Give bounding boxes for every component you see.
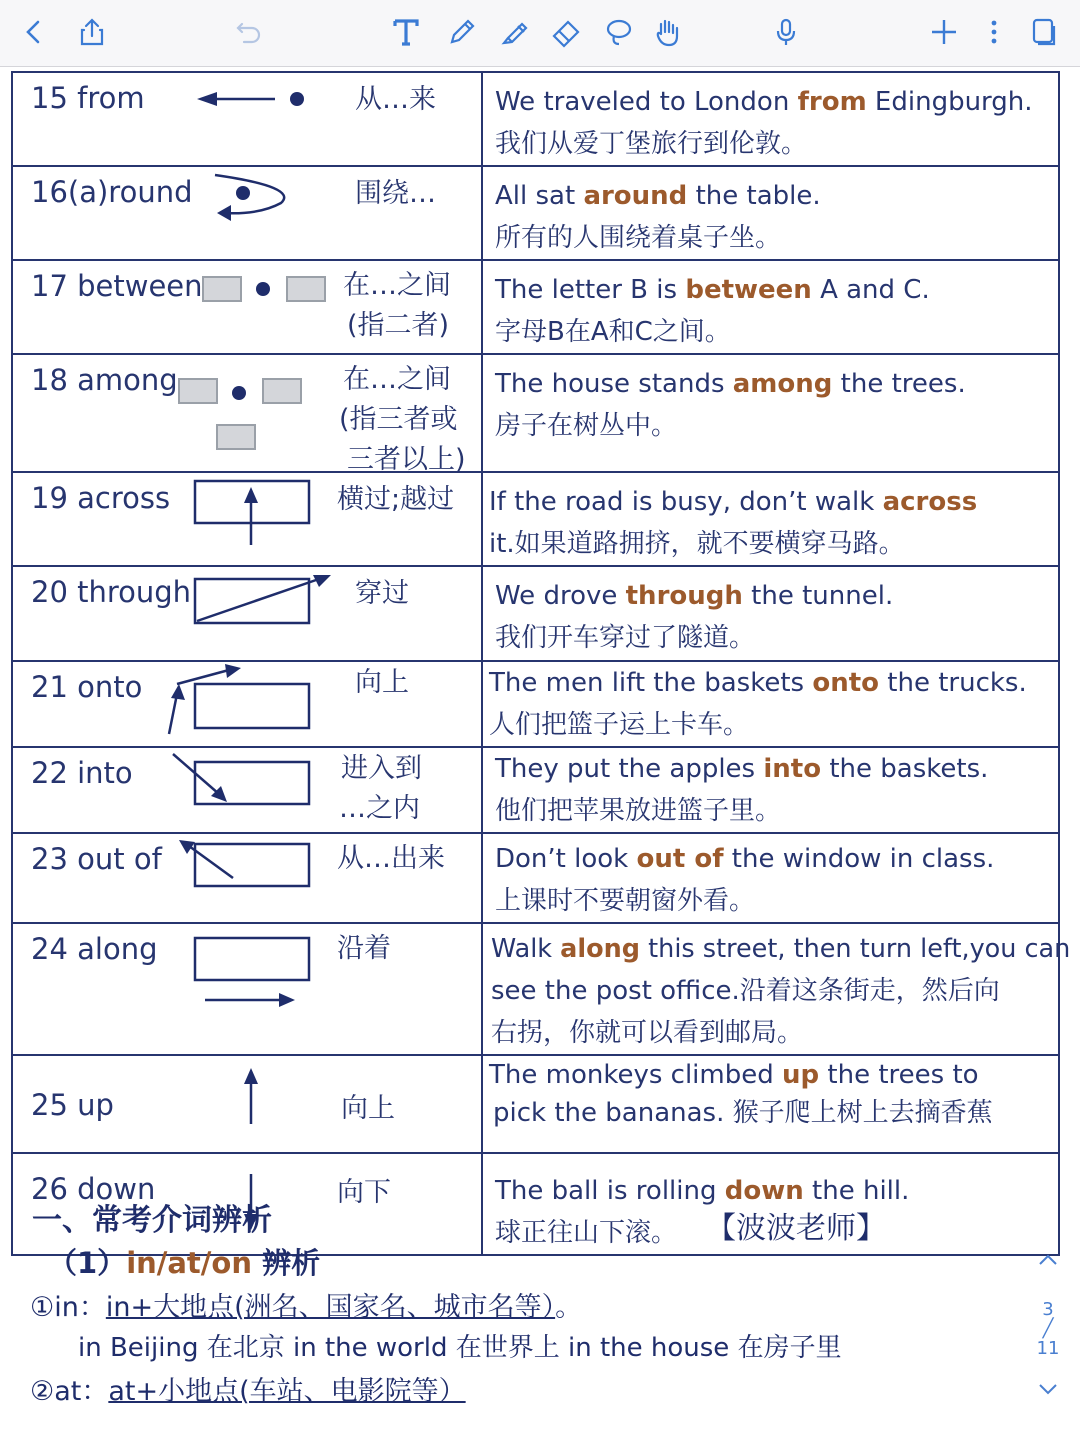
chinese-meaning: 沿着 [337,933,391,964]
preposition-word: 18 among [31,363,178,397]
share-icon[interactable] [74,14,110,50]
example-sentence: The ball is rolling down the hill. [495,1176,910,1206]
example-translation: 房子在树丛中。 [495,411,678,441]
table-row [12,72,1059,166]
example-translation: 我们开车穿过了隧道。 [495,623,756,653]
table-row [12,472,1059,566]
table-row [12,661,1059,747]
among-diagram [175,373,305,453]
example-sentence: They put the apples into the baskets. [495,754,989,784]
example-translation: 所有的人围绕着桌子坐。 [495,223,782,253]
example-translation: 字母B在A和C之间。 [495,317,731,347]
preposition-word: 26 down [31,1172,156,1206]
example-translation: 人们把篮子运上卡车。 [489,710,750,740]
chinese-meaning: 向上 [355,667,409,698]
microphone-icon[interactable] [768,14,804,50]
current-page: 3 [1042,1299,1054,1320]
preposition-word: 22 into [31,756,133,790]
preposition-word: 25 up [31,1088,114,1122]
next-page-chevron-icon[interactable] [1030,1379,1066,1404]
chinese-meaning: 在…之间 [343,364,451,395]
example-sentence: The house stands among the trees. [495,369,966,399]
example-translation: pick the bananas. 猴子爬上树上去摘香蕉 [493,1098,993,1128]
undo-icon[interactable] [230,14,266,50]
total-pages: 11 [1036,1338,1060,1359]
chinese-meaning-note: …之内 [339,793,420,824]
add-icon[interactable] [926,14,962,50]
page-navigator [1030,1250,1066,1404]
word-cell [12,72,482,166]
example-translation: 球正往山下滚。 [495,1218,678,1248]
preposition-word: 17 between [31,269,203,303]
into-diagram [169,750,325,810]
chinese-meaning-note: (指二者) [347,310,450,341]
table-row [12,566,1059,661]
previous-page-chevron-icon[interactable] [1030,1250,1066,1275]
text-tool-icon[interactable] [388,14,424,50]
example-sentence: Don’t look out of the window in class. [495,844,995,874]
page-separator: ╱ [1042,1318,1054,1339]
chinese-meaning: 穿过 [355,578,409,609]
preposition-word: 24 along [31,932,158,966]
pen-icon[interactable] [444,14,480,50]
chinese-meaning-note: 三者以上) [347,444,466,475]
through-diagram [191,571,341,631]
example-cell [482,72,1059,166]
rule-in-examples: in Beijing 在北京 in the world 在世界上 in the house 在房子里 [78,1333,842,1363]
across-diagram [191,477,315,547]
example-translation: 他们把苹果放进篮子里。 [495,796,782,826]
section-heading: 一、常考介词辨析 [32,1203,272,1238]
along-diagram [191,934,315,1014]
example-sentence: The men lift the baskets onto the trucks. [489,668,1027,698]
example-translation: it.如果道路拥挤，就不要横穿马路。 [489,529,905,559]
subsection-heading: （1）in/at/on 辨析 [48,1246,321,1280]
preposition-table [11,71,1071,1256]
lasso-icon[interactable] [600,14,636,50]
preposition-word: 21 onto [31,670,143,704]
example-sentence: We traveled to London from Edingburgh. [495,87,1033,117]
table-row [12,923,1059,1055]
teacher-signature: 【波波老师】 [706,1211,886,1246]
between-diagram [201,273,341,309]
note-page[interactable] [0,67,1080,1440]
eraser-icon[interactable] [548,14,584,50]
chinese-meaning: 向上 [341,1093,395,1124]
example-translation: see the post office.沿着这条街走，然后向 [491,976,1000,1006]
onto-diagram [163,664,323,736]
table-row [12,747,1059,833]
up-diagram [231,1064,271,1128]
example-translation-cont: 右拐，你就可以看到邮局。 [491,1018,804,1048]
chinese-meaning: 进入到 [341,753,422,784]
preposition-word: 20 through [31,575,192,609]
example-translation: 我们从爱丁堡旅行到伦敦。 [495,129,808,159]
example-sentence: We drove through the tunnel. [495,581,894,611]
chinese-meaning-note: (指三者或 [339,404,458,435]
table-row [12,260,1059,354]
chinese-meaning: 在…之间 [343,270,451,301]
around-diagram [209,169,309,225]
example-sentence: If the road is busy, don’t walk across [489,487,978,517]
chinese-meaning: 围绕… [355,178,436,209]
more-icon[interactable] [976,14,1012,50]
out-of-diagram [173,838,325,894]
preposition-word: 16(a)round [31,175,193,209]
table-row [12,833,1059,923]
chinese-meaning: 从…来 [355,84,436,115]
example-sentence: All sat around the table. [495,181,821,211]
preposition-word: 23 out of [31,842,162,876]
chinese-meaning: 向下 [337,1177,391,1208]
example-sentence: The letter B is between A and C. [495,275,930,305]
from-diagram [183,83,313,123]
highlighter-icon[interactable] [496,14,532,50]
example-sentence: Walk along this street, then turn left,you can [491,934,1071,964]
preposition-word: 19 across [31,481,171,515]
preposition-word: 15 from [31,81,145,115]
rule-at: ②at：at+小地点(车站、电影院等） [30,1376,466,1407]
chinese-meaning: 横过;越过 [337,484,455,515]
example-translation: 上课时不要朝窗外看。 [495,886,756,916]
hand-icon[interactable] [650,14,686,50]
table-row [12,354,1059,472]
rule-in: ①in：in+大地点(洲名、国家名、城市名等）。 [30,1292,583,1323]
pages-icon[interactable] [1026,14,1062,50]
example-sentence: The monkeys climbed up the trees to [489,1060,979,1090]
table-row [12,166,1059,260]
table-row [12,1055,1059,1153]
chinese-meaning: 从…出来 [337,843,445,874]
toolbar [0,0,1080,67]
back-chevron-icon[interactable] [16,14,52,50]
